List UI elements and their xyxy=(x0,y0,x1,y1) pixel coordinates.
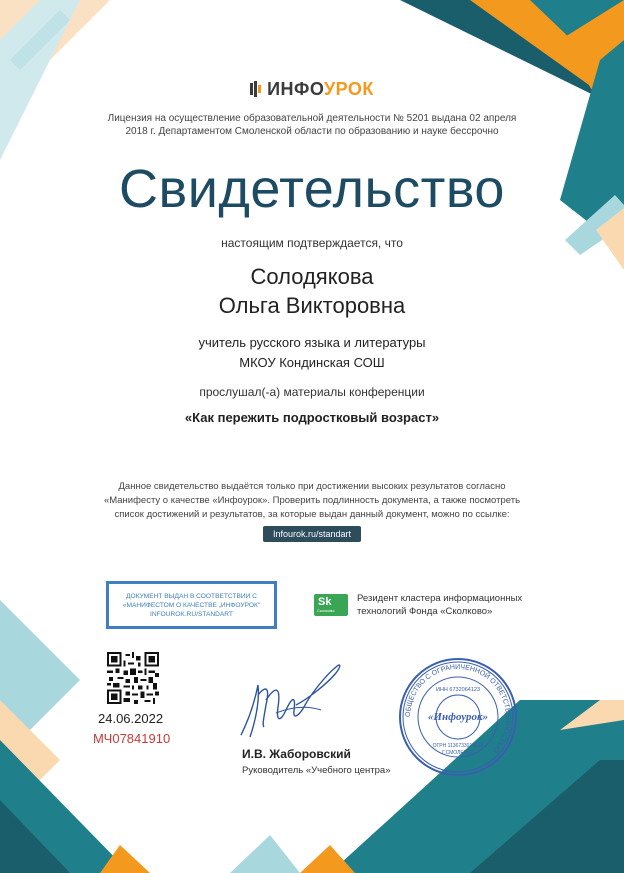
stamp-line-1: ДОКУМЕНТ ВЫДАН В СООТВЕТСТВИИ С xyxy=(126,593,257,600)
license-line-1: Лицензия на осуществление образовательной деятельности № 5201 выдана 02 апреля xyxy=(107,113,517,124)
qr-code[interactable] xyxy=(107,652,159,704)
skolkovo-resident-text xyxy=(357,592,522,618)
manifest-stamp xyxy=(106,581,277,629)
standart-link[interactable]: Infourok.ru/standart xyxy=(263,526,361,542)
seal-ogrn: ОГРН 1136733014618 xyxy=(432,743,484,749)
license-line-2: 2018 г. Департаментом Смоленской области по образованию и науке бессрочно xyxy=(125,126,499,137)
notice-line-2: «Манифесту о качестве «Инфоурок». Проверить подлинность документа, а также посмотреть xyxy=(103,495,521,506)
seal-ring-path: ОБЩЕСТВО С ОГРАНИЧЕННОЙ ОТВЕТСТВЕННОСТЬЮ xyxy=(404,663,512,754)
issue-date: 24.06.2022 xyxy=(98,711,164,726)
company-seal xyxy=(396,655,520,779)
recipient-role: учитель русского языка и литературы xyxy=(198,335,426,350)
infourok-logo xyxy=(0,76,624,102)
resident-line-2: технологий Фонда «Сколково» xyxy=(357,606,493,617)
recipient-given-names: Ольга Викторовна xyxy=(218,293,406,318)
logo-text-urok: УРОК xyxy=(323,78,374,99)
signer-role: Руководитель «Учебного центра» xyxy=(242,765,391,776)
logo-text xyxy=(267,79,374,100)
listened-text: прослушал(-а) материалы конференции xyxy=(199,385,425,399)
signature xyxy=(236,655,346,745)
certificate-number: МЧ07841910 xyxy=(93,731,171,746)
recipient-school: МКОУ Кондинская СОШ xyxy=(239,355,385,370)
notice-line-1: Данное свидетельство выдаётся только при достижении высоких результатов согласно xyxy=(118,481,506,492)
confirmation-subtitle: настоящим подтверждается, что xyxy=(221,236,403,250)
recipient-surname: Солодякова xyxy=(250,264,374,289)
verification-notice xyxy=(0,480,624,522)
certificate-title: Свидетельство xyxy=(119,159,505,219)
stamp-line-3: INFOUROK.RU/STANDART xyxy=(150,611,233,618)
stamp-line-2: «МАНИФЕСТОМ О КАЧЕСТВЕ „ИНФОУРОК" xyxy=(122,602,261,609)
corner-shape-bottom-right-lightblue xyxy=(230,835,300,873)
notice-line-3: список достижений и результатов, за которые выдан данный документ, можно по ссылке: xyxy=(114,509,510,520)
seal-center: «Инфоурок» xyxy=(427,711,489,723)
resident-line-1: Резидент кластера информационных xyxy=(357,593,523,604)
seal-city: Г.СМОЛЕНСК xyxy=(442,750,474,756)
skolkovo-logo-subtext: Сколково xyxy=(317,608,335,613)
conference-title: «Как пережить подростковый возраст» xyxy=(184,410,440,425)
license-text xyxy=(0,112,624,138)
signer-name: И.В. Жаборовский xyxy=(242,747,351,761)
skolkovo-logo-text: Sk xyxy=(318,596,332,608)
logo-mark-icon xyxy=(250,81,264,97)
recipient-position xyxy=(0,333,624,373)
seal-inn: ИНН 6732064123 xyxy=(435,687,481,693)
recipient-name xyxy=(0,262,624,320)
logo-text-info: ИНФО xyxy=(267,78,324,99)
skolkovo-logo xyxy=(314,594,348,616)
